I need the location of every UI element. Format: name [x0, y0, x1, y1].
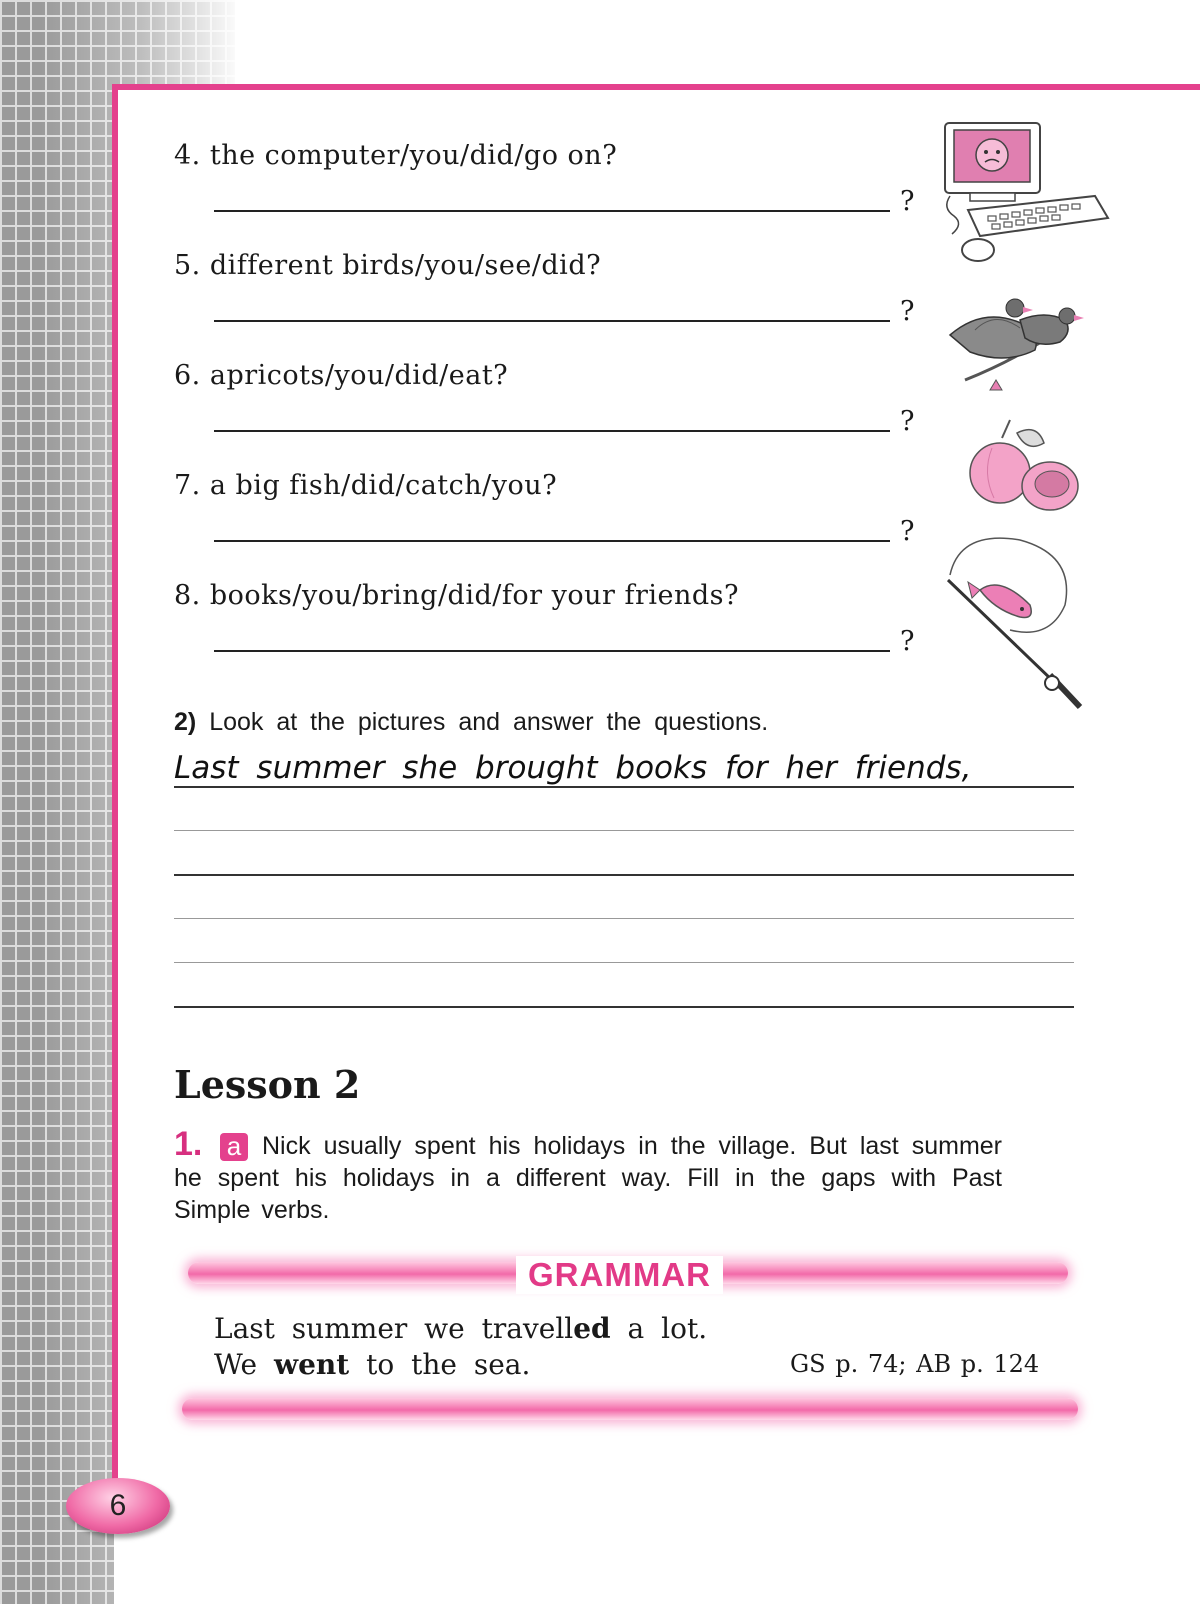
- answer-line-7[interactable]: [214, 540, 890, 542]
- question-mark-8: ?: [900, 626, 915, 657]
- writing-line-4[interactable]: [174, 918, 1074, 919]
- question-8: 8. books/you/bring/did/for your friends?: [174, 580, 739, 611]
- question-mark-4: ?: [900, 186, 915, 217]
- exercise-instruction: Nick usually spent his holidays in the village. But last summer he spent his holidays in a different way. Fill in the gaps with Past Simple verbs.: [174, 1132, 1002, 1224]
- grammar-example-2: [214, 1348, 530, 1381]
- handwritten-answer[interactable]: Last summer she brought books for her friends,: [174, 750, 972, 786]
- page-number: 6: [66, 1478, 170, 1534]
- grammar-example-1-bold: ed: [573, 1312, 611, 1345]
- writing-line-1[interactable]: [174, 786, 1074, 788]
- question-4: 4. the computer/you/did/go on?: [174, 140, 618, 171]
- lesson-title: Lesson 2: [174, 1062, 361, 1107]
- answer-line-6[interactable]: [214, 430, 890, 432]
- grammar-example-2-end: to the sea.: [349, 1348, 531, 1381]
- apricots-icon: [962, 418, 1092, 518]
- question-6: 6. apricots/you/did/eat?: [174, 360, 509, 391]
- grammar-example-2-start: We: [214, 1348, 274, 1381]
- grammar-label: GRAMMAR: [516, 1256, 723, 1294]
- frame-top-border: [112, 84, 1200, 90]
- fishing-rod-icon: [940, 535, 1090, 720]
- grammar-bottom-bar: [182, 1398, 1078, 1420]
- question-mark-7: ?: [900, 516, 915, 547]
- answer-line-8[interactable]: [214, 650, 890, 652]
- exercise-badge: a: [220, 1133, 248, 1161]
- grammar-example-1-end: a lot.: [610, 1312, 708, 1345]
- writing-line-5[interactable]: [174, 962, 1074, 963]
- question-mark-6: ?: [900, 406, 915, 437]
- answer-line-4[interactable]: [214, 210, 890, 212]
- grammar-reference: GS p. 74; AB p. 124: [790, 1350, 1040, 1378]
- writing-line-6[interactable]: [174, 1006, 1074, 1008]
- exercise-number: 1.: [174, 1125, 203, 1163]
- task2-instruction-text: Look at the pictures and answer the questions.: [209, 708, 769, 736]
- task2-instruction: [174, 708, 768, 737]
- writing-line-2[interactable]: [174, 830, 1074, 831]
- question-mark-5: ?: [900, 296, 915, 327]
- answer-line-5[interactable]: [214, 320, 890, 322]
- question-7: 7. a big fish/did/catch/you?: [174, 470, 558, 501]
- grammar-example-2-bold: went: [273, 1348, 350, 1381]
- grammar-example-1-start: Last summer we travell: [214, 1312, 574, 1345]
- grammar-example-1: [214, 1312, 707, 1345]
- task2-number: 2): [174, 708, 197, 736]
- computer-icon: [940, 118, 1110, 273]
- writing-line-3[interactable]: [174, 874, 1074, 876]
- birds-icon: [945, 290, 1095, 400]
- frame-left-border: [112, 84, 118, 1504]
- question-5: 5. different birds/you/see/did?: [174, 250, 602, 281]
